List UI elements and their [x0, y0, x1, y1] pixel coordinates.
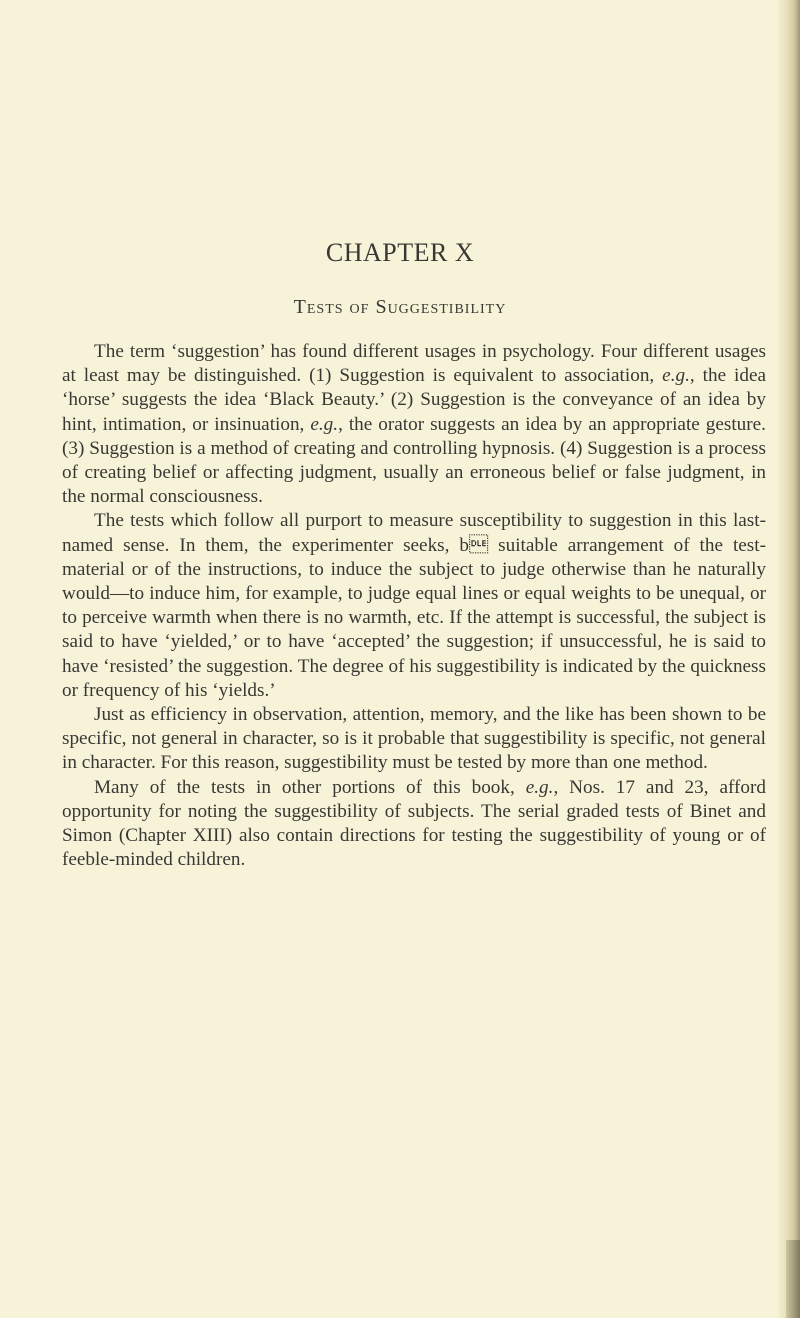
text-run: Many of the tests in other portions of this book,: [94, 776, 526, 798]
text-run: Just as efficiency in observation, attention, memory, and the like has been shown to be specific, not general in character, so is it probable that suggestibility is specific, not general in character. For this reason, suggestibility must be tested by more than one method.: [62, 704, 766, 774]
page-corner-shadow: [786, 1240, 800, 1318]
body-text: [62, 340, 766, 872]
paragraph: [62, 509, 766, 703]
chapter-heading: CHAPTER X: [325, 238, 475, 267]
chapter-title: Tests of Suggestibility: [293, 296, 507, 318]
text-run: , the idea ‘horse’ suggests the idea ‘Black Beauty.’ (2) Suggestion is the conveyance of an idea by hint, intimation, or insinuation,: [62, 365, 766, 435]
paragraph: [62, 340, 766, 509]
paragraph: [62, 776, 766, 873]
page-edge-shadow: [778, 0, 800, 1318]
text-run: , Nos. 17 and 23, afford opportunity for noting the suggestibility of subjects. The serial graded tests of Binet and Simon (Chapter XIII) also contain directions for testing the suggestibility of young or of feeble-minded children.: [62, 776, 766, 871]
italic-text: e.g.: [662, 365, 690, 387]
text-run: , the orator suggests an idea by an appropriate gesture. (3) Suggestion is a method of creating and controlling hypnosis. (4) Suggestion is a process of creating belief or affecting judgment, usually an erroneous belief or false judgment, in the normal consciousness.: [62, 413, 766, 508]
italic-text: e.g.: [525, 776, 554, 798]
italic-text: e.g.: [310, 413, 339, 435]
text-run: The tests which follow all purport to measure susceptibility to suggestion in this last-named sense. In them, the experimenter seeks, b suitable arrangement of the test-material or of the instructions, to induce the subject to judge otherwise than he naturally would—to induce him, for example, to judge equal lines or equal weights to be unequal, or to perceive warmth when there is no warmth, etc. If the attempt is successful, the subject is said to have ‘yielded,’ or to have ‘accepted’ the suggestion; if unsuccessful, he is said to have ‘resisted’ the suggestion. The degree of his suggestibility is indicated by the quickness or frequency of his ‘yields.’: [62, 510, 766, 701]
text-run: The term ‘suggestion’ has found different usages in psychology. Four different usages at least may be distinguished. (1) Suggestion is equivalent to association,: [62, 341, 766, 387]
paragraph: [62, 703, 766, 776]
